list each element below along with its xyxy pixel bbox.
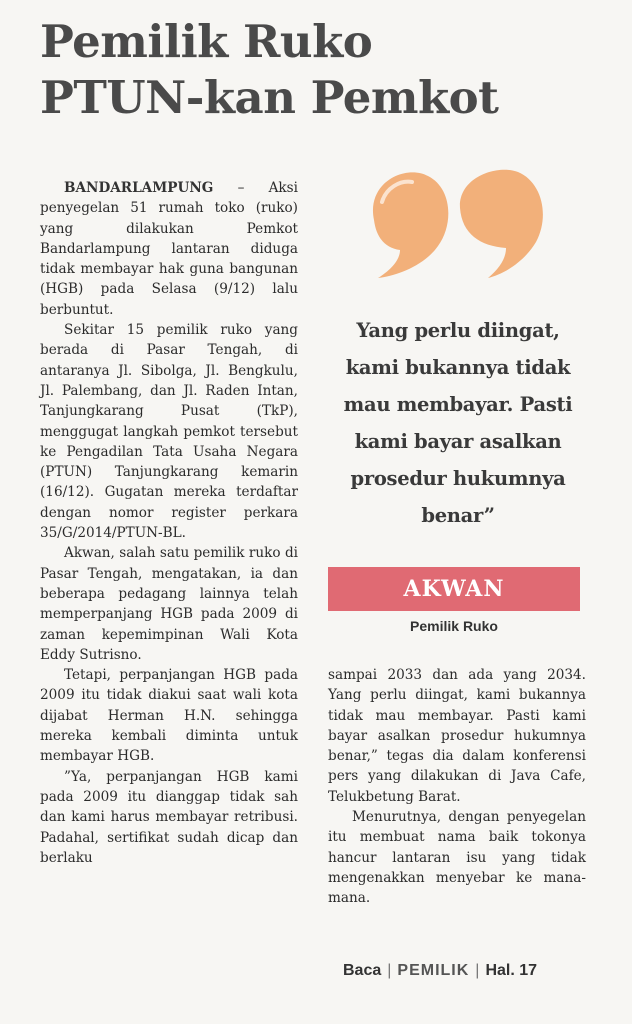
separator: | <box>387 962 392 979</box>
article-paragraph: Menurutnya, dengan penyegelan itu membuat nama baik tokonya hancur lantaran isu yang tidak mengenakkan menyebar ke mana-mana. <box>328 809 586 907</box>
article-paragraph: Sekitar 15 pemilik ruko yang berada di Pasar Tengah, di antaranya Jl. Sibolga, Jl. Bengkulu, Jl. Palembang, dan Jl. Raden Intan, Tanjungkarang Pusat (TkP), menggugat langkah pemkot tersebut ke Pengadilan Tata Usaha Negara (PTUN) Tanjungkarang kemarin (16/12). Gugatan mereka terdaftar dengan nomor register perkara 35/G/2014/PTUN-BL. <box>40 322 298 542</box>
headline <box>40 14 600 126</box>
pull-quote-line: Yang perlu diingat, <box>356 319 560 342</box>
continuation-reference <box>343 962 593 980</box>
pull-quote-line: kami bukannya tidak <box>345 356 571 379</box>
speaker-role: Pemilik Ruko <box>410 618 498 634</box>
pull-quote-line: kami bayar asalkan <box>354 430 562 453</box>
headline-line-2: PTUN-kan Pemkot <box>40 71 499 124</box>
quote-mark-left <box>373 172 448 278</box>
article-column-right <box>328 665 586 909</box>
article-paragraph: Tetapi, perpanjangan HGB pada 2009 itu tidak diakui saat wali kota dijabat Herman H.N. sehingga mereka kembali diminta untuk membayar HGB. <box>40 667 298 765</box>
continuation-prefix: Baca <box>343 962 382 979</box>
quote-marks-icon <box>356 162 566 282</box>
pull-quote-line: mau membayar. Pasti <box>343 393 573 416</box>
pull-quote-line: prosedur hukumnya <box>350 467 566 490</box>
separator: | <box>475 962 480 979</box>
headline-line-1: Pemilik Ruko <box>40 15 373 68</box>
paragraph-text: – Aksi penyegelan 51 rumah toko (ruko) yang dilakukan Pemkot Bandarlampung lantaran diduga tidak membayar hak guna bangunan (HGB) pada Selasa (9/12) lalu berbuntut. <box>40 180 298 318</box>
article-paragraph: ”Ya, perpanjangan HGB kami pada 2009 itu dianggap tidak sah dan kami harus membayar retribusi. Padahal, sertifikat sudah dicap dan berlaku <box>40 768 298 866</box>
dateline: BANDARLAMPUNG <box>64 180 214 196</box>
continuation-keyword: PEMILIK <box>397 962 470 979</box>
article-paragraph <box>40 178 298 320</box>
pull-quote-line: benar” <box>421 504 495 527</box>
quote-mark-right <box>460 170 543 278</box>
pull-quote <box>322 312 594 534</box>
speaker-name-bar: AKWAN <box>328 567 580 611</box>
continuation-page: Hal. 17 <box>485 962 538 979</box>
article-paragraph: Akwan, salah satu pemilik ruko di Pasar Tengah, mengatakan, ia dan beberapa pedagang lainnya telah memperpanjang HGB pada 2009 di zaman kepemimpinan Wali Kota Eddy Sutrisno. <box>40 545 298 663</box>
article-column-left <box>40 178 298 868</box>
article-paragraph: sampai 2033 dan ada yang 2034. Yang perlu diingat, kami bukannya tidak mau membayar. Pasti kami bayar asalkan prosedur hukumnya benar,” tegas dia dalam konferensi pers yang dilakukan di Java Cafe, Telukbetung Barat. <box>328 667 586 805</box>
